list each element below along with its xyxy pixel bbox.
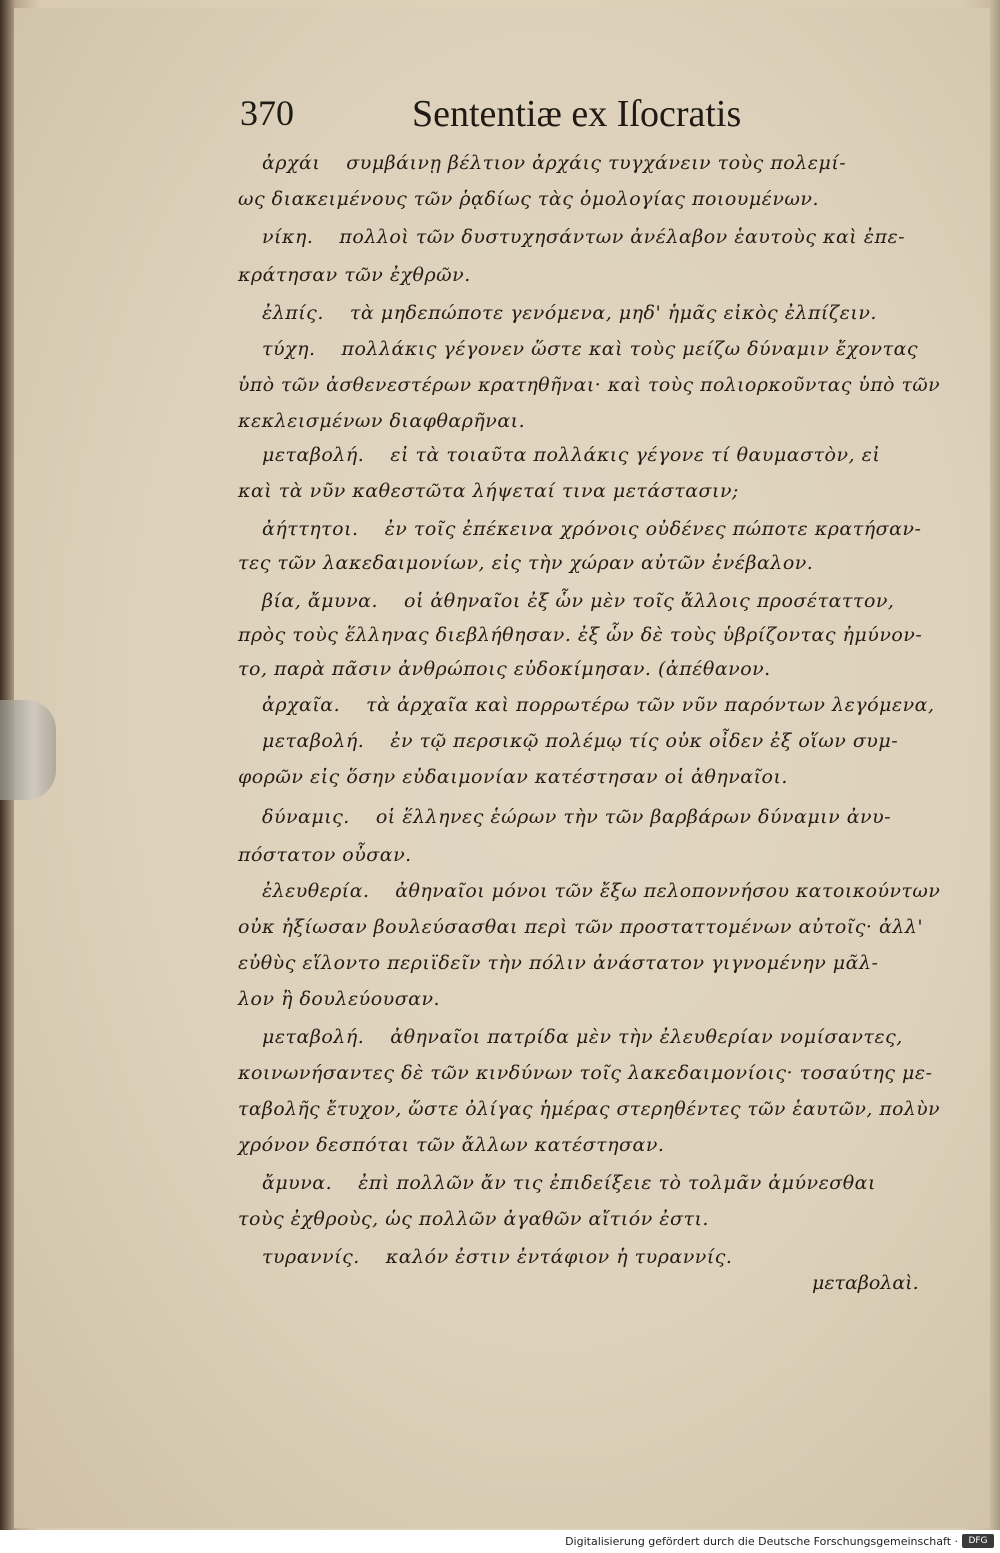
text-line (262, 880, 940, 902)
entry-text: το, παρὰ πᾶσιν ἀνθρώποις εὐδοκίμησαν. (ἀπέθανον. (238, 658, 771, 680)
text-line (262, 694, 935, 716)
entry-text: τοὺς ἐχθροὺς, ὡς πολλῶν ἀγαθῶν αἴτιόν ἐστι. (238, 1208, 709, 1230)
entry-heading: ἀρχαῖα. (262, 694, 341, 716)
entry-text: τὰ ἀρχαῖα καὶ πορρωτέρω τῶν νῦν παρόντων λεγόμενα, (366, 694, 935, 716)
entry-text: πολλάκις γέγονεν ὥστε καὶ τοὺς μείζω δύναμιν ἔχοντας (341, 338, 919, 360)
text-line (262, 152, 846, 174)
entry-text: χρόνον δεσπόται τῶν ἄλλων κατέστησαν. (238, 1134, 665, 1156)
entry-heading: ἐλπίς. (262, 302, 324, 324)
entry-text: τὰ μηδεπώποτε γενόμενα, μηδ' ἡμᾶς εἰκὸς ἐλπίζειν. (349, 302, 877, 324)
entry-heading: μεταβολή. (262, 444, 365, 466)
entry-text: οἱ ἀθηναῖοι ἐξ ὧν μὲν τοῖς ἄλλοις προσέταττον, (404, 590, 895, 612)
text-line (238, 1134, 664, 1156)
entry-text: ἐν τῷ περσικῷ πολέμῳ τίς οὐκ οἶδεν ἐξ οἵων συμ- (390, 730, 899, 752)
text-line (238, 188, 819, 210)
entry-heading: τύχη. (262, 338, 316, 360)
text-line (262, 338, 918, 360)
entry-text: εὐθὺς εἵλοντο περιϊδεῖν τὴν πόλιν ἀνάστατον γιγνομένην μᾶλ- (238, 952, 879, 974)
text-line (238, 480, 739, 502)
text-line (262, 806, 891, 828)
text-line (262, 302, 877, 324)
text-line (262, 1172, 876, 1194)
page-number: 370 (240, 93, 294, 133)
text-line (262, 226, 905, 248)
entry-heading: ἄμυνα. (262, 1172, 333, 1194)
text-line (238, 374, 940, 396)
text-line (262, 1026, 903, 1048)
catchword: μεταβολαὶ. (812, 1272, 919, 1294)
entry-text: εἰ τὰ τοιαῦτα πολλάκις γέγονε τί θαυμαστὸν, εἰ (390, 444, 881, 466)
running-title: Sententiæ ex Iſocratis (412, 93, 742, 135)
entry-text: καὶ τὰ νῦν καθεστῶτα λήψεταί τινα μετάστασιν; (238, 480, 739, 502)
entry-text: τες τῶν λακεδαιμονίων, εἰς τὴν χώραν αὐτῶν ἐνέβαλον. (238, 552, 814, 574)
text-line (238, 916, 923, 938)
entry-text: ως διακειμένους τῶν ῥᾳδίως τὰς ὁμολογίας ποιουμένων. (238, 188, 820, 210)
entry-text: ἐπὶ πολλῶν ἄν τις ἐπιδείξειε τὸ τολμᾶν ἀμύνεσθαι (358, 1172, 876, 1194)
text-line (238, 1098, 940, 1120)
entry-text: κοινωνήσαντες δὲ τῶν κινδύνων τοῖς λακεδαιμονίοις· τοσαύτης με- (238, 1062, 933, 1084)
entry-text: ἐν τοῖς ἐπέκεινα χρόνοις οὐδένες πώποτε κρατήσαν- (384, 518, 922, 540)
text-line (238, 1062, 932, 1084)
entry-text: οἱ ἕλληνες ἑώρων τὴν τῶν βαρβάρων δύναμιν ἀνυ- (375, 806, 892, 828)
text-line (262, 518, 921, 540)
text-line (238, 844, 412, 866)
text-line (238, 952, 878, 974)
entry-text: πόστατον οὖσαν. (238, 844, 412, 866)
text-line (262, 444, 880, 466)
entry-heading: ἀρχάι (262, 152, 321, 174)
text-line (238, 658, 771, 680)
entry-heading: τυραννίς. (262, 1246, 360, 1268)
entry-text: ὑπὸ τῶν ἀσθενεστέρων κρατηθῆναι· καὶ τοὺς πολιορκοῦντας ὑπὸ τῶν (238, 374, 941, 396)
entry-text: κράτησαν τῶν ἐχθρῶν. (238, 264, 471, 286)
text-line (262, 730, 898, 752)
entry-text: πρὸς τοὺς ἕλληνας διεβλήθησαν. ἐξ ὧν δὲ τοὺς ὑβρίζοντας ἠμύνον- (238, 624, 923, 646)
entry-heading: μεταβολή. (262, 1026, 365, 1048)
text-line (238, 624, 922, 646)
entry-text: συμβάινῃ βέλτιον ἀρχάις τυγχάνειν τοὺς πολεμί- (346, 152, 847, 174)
entry-text: φορῶν εἰς ὅσην εὐδαιμονίαν κατέστησαν οἱ ἀθηναῖοι. (238, 766, 788, 788)
text-line (262, 1246, 732, 1268)
footer-bar (0, 1530, 1000, 1553)
entry-text: καλόν ἐστιν ἐντάφιον ἡ τυραννίς. (385, 1246, 733, 1268)
entry-text: ταβολῆς ἔτυχον, ὥστε ὀλίγας ἡμέρας στερηθέντες τῶν ἑαυτῶν, πολὺν (238, 1098, 941, 1120)
entry-heading: βία, ἄμυνα. (262, 590, 378, 612)
entry-text: ἀθηναῖοι πατρίδα μὲν τὴν ἐλευθερίαν νομίσαντες, (390, 1026, 903, 1048)
footer-credit: Digitalisierung gefördert durch die Deutsche Forschungsgemeinschaft · (565, 1535, 958, 1548)
entry-heading: δύναμις. (262, 806, 350, 828)
entry-text: οὐκ ἠξίωσαν βουλεύσασθαι περὶ τῶν προσταττομένων αὐτοῖς· ἀλλ' (238, 916, 924, 938)
entry-heading: νίκη. (262, 226, 314, 248)
entry-text: πολλοὶ τῶν δυστυχησάντων ἀνέλαβον ἑαυτοὺς καὶ ἐπε- (339, 226, 906, 248)
text-line (262, 590, 894, 612)
entry-heading: μεταβολή. (262, 730, 365, 752)
text-line (238, 988, 440, 1010)
entry-text: κεκλεισμένων διαφθαρῆναι. (238, 410, 526, 432)
dfg-logo-icon: DFG (962, 1534, 994, 1548)
text-line (238, 264, 471, 286)
text-line (238, 766, 788, 788)
entry-heading: ἐλευθερία. (262, 880, 370, 902)
text-line (238, 410, 525, 432)
entry-text: ἀθηναῖοι μόνοι τῶν ἔξω πελοποννήσου κατοικούντων (395, 880, 941, 902)
entry-text: λον ἢ δουλεύουσαν. (238, 988, 441, 1010)
entry-heading: ἀήττητοι. (262, 518, 359, 540)
text-line (238, 1208, 709, 1230)
text-line (238, 552, 813, 574)
